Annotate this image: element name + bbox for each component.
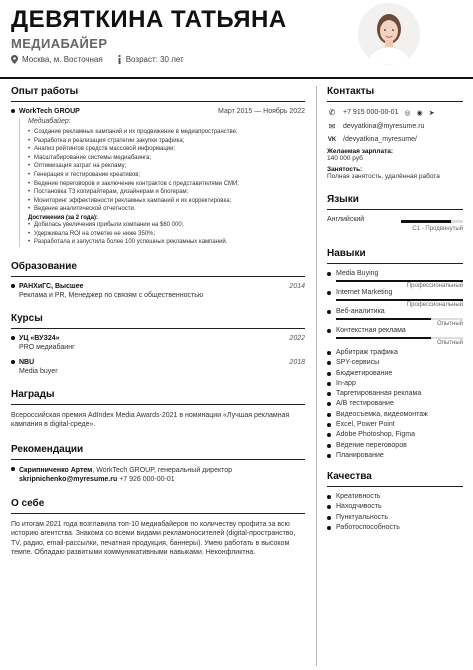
skill-bullet (327, 392, 331, 396)
skill-bullet (327, 413, 331, 417)
achievements-list (28, 221, 305, 247)
awards-title: Награды (11, 388, 55, 400)
list-item: • Разработала и запустила более 100 успешных рекламных кампаний. (28, 238, 305, 247)
timeline-dot (11, 284, 15, 288)
list-item: • Разработка и реализация стратегии закупки трафика; (28, 137, 305, 146)
skill-name: Планирование (336, 451, 384, 459)
recommender-name: Скрипниченко Артем (19, 466, 93, 474)
list-item: • Анализ рейтингов средств массовой информации; (28, 145, 305, 154)
qualities-section (327, 471, 463, 531)
education-year: 2014 (289, 282, 305, 290)
candidate-role: МЕДИАБАЙЕР (11, 36, 108, 51)
skill-level-fill (336, 337, 431, 339)
avatar (358, 3, 420, 65)
skill-bullet (327, 351, 331, 355)
education-institution: РАНХиГС, Высшее (19, 282, 84, 290)
list-item: • Оптимизация затрат на рекламу; (28, 162, 305, 171)
course-item (19, 359, 305, 366)
vk-text: /devyatkina_myresume/ (343, 136, 417, 143)
list-item: • Генерация и тестирование креативов; (28, 171, 305, 180)
whatsapp-icon: ◎ (404, 109, 411, 117)
skill-level-fill (336, 280, 463, 282)
experience-section (11, 86, 305, 247)
skill-bullet (327, 329, 331, 333)
skill-bullet (327, 310, 331, 314)
skill-name: Internet Marketing (336, 289, 393, 296)
skill-bullet (327, 423, 331, 427)
skill-item (327, 431, 463, 438)
telegram-icon: ➤ (428, 109, 435, 117)
age (117, 55, 184, 64)
courses-section (11, 313, 305, 375)
skill-name: Видеосъемка, видеомонтаж (336, 410, 428, 418)
column-divider (316, 86, 317, 666)
email-text: devyatkina@myresume.ru (343, 123, 425, 130)
skill-item (327, 411, 463, 418)
skill-item (327, 380, 463, 387)
contacts-title: Контакты (327, 86, 375, 97)
skills-section (327, 248, 463, 459)
skill-level-bar (336, 337, 463, 339)
section-rule (327, 486, 463, 487)
education-item (19, 283, 305, 290)
candidate-meta (11, 55, 184, 64)
duties-list (28, 128, 305, 214)
list-item: • Добилась увеличения прибыли компании на $60 000; (28, 221, 305, 230)
skill-bullet (327, 444, 331, 448)
skill-level-bar (336, 318, 463, 320)
salary-label: Желаемая зарплата: (327, 148, 394, 155)
skill-item (327, 390, 463, 397)
skill-bullet (327, 272, 331, 276)
skill-name: Контекстная реклама (336, 327, 406, 334)
about-section (11, 498, 305, 558)
recommender-detail: , WorkTech GROUP, генеральный директор (92, 466, 233, 474)
location (11, 55, 103, 64)
timeline-dot (11, 360, 15, 364)
course-field: Media buyer (19, 367, 58, 375)
section-rule (11, 276, 305, 277)
skill-level: Опытный (437, 321, 463, 327)
language-level-fill (401, 220, 451, 223)
job-role: Медиабайер: (28, 118, 71, 125)
job-body (19, 118, 305, 247)
languages-title: Языки (327, 194, 359, 205)
skills-title: Навыки (327, 248, 366, 259)
skill-level-bar (336, 280, 463, 282)
skill-level: Профессиональный (406, 302, 463, 308)
about-title: О себе (11, 497, 45, 509)
skill-level-fill (336, 299, 463, 301)
employment-label: Занятость: (327, 166, 363, 173)
skill-item (327, 514, 463, 521)
course-field: PRO медиабаинг (19, 343, 75, 351)
location-text: Москва, м. Восточная (22, 55, 103, 64)
skill-bullet (327, 454, 331, 458)
main-column (11, 86, 305, 568)
skill-bullet (327, 361, 331, 365)
skill-item (327, 349, 463, 356)
skill-item (327, 400, 463, 407)
list-item: • Масштабирование системы медиабаинга; (28, 154, 305, 163)
section-rule (11, 513, 305, 514)
job-period: Март 2015 — Ноябрь 2022 (218, 108, 305, 115)
skill-name: Таргетированная реклама (336, 390, 422, 398)
skill-name: Ведение переговоров (336, 441, 407, 449)
skill-item (327, 359, 463, 366)
skill-item (327, 270, 463, 277)
skill-level: Опытный (437, 340, 463, 346)
timeline-dot (11, 109, 15, 113)
section-rule (11, 328, 305, 329)
skill-bullet (327, 382, 331, 386)
education-title: Образование (11, 260, 77, 272)
skill-name: SPY-сервисы (336, 359, 380, 367)
salary-value: 140 000 руб (327, 155, 363, 162)
achievements-title: Достижения (за 2 года): (28, 214, 98, 221)
skill-level: Профессиональный (406, 283, 463, 289)
header-divider (0, 77, 473, 79)
skill-name: Adobe Photoshop, Figma (336, 431, 415, 439)
skill-name: Пунктуальность (336, 513, 388, 521)
list-item: • Ведение переговоров и заключение контрактов с представителями СМИ; (28, 180, 305, 189)
course-year: 2022 (289, 334, 305, 342)
info-icon (117, 55, 122, 64)
skill-name: In-app (336, 379, 356, 387)
job-company: WorkTech GROUP (19, 108, 80, 115)
job-header (19, 108, 305, 115)
candidate-name: ДЕВЯТКИНА ТАТЬЯНА (11, 6, 287, 33)
course-institution: УЦ «ВУЗ24» (19, 334, 60, 342)
skill-name: Excel, Power Point (336, 421, 395, 429)
list-item: • Создание рекламных кампаний и их продвижение в медиапространстве; (28, 128, 305, 137)
section-rule (327, 263, 463, 264)
course-year: 2018 (289, 358, 305, 366)
skill-bullet (327, 291, 331, 295)
section-rule (327, 209, 463, 210)
course-institution: NBU (19, 358, 35, 366)
contact-email[interactable] (327, 122, 463, 131)
phone-text: +7 915 000-00-01 (343, 109, 399, 116)
education-field: Реклама и PR, Менеджер по связям с общественностью (19, 291, 204, 299)
section-rule (11, 404, 305, 405)
contact-vk[interactable] (327, 136, 463, 143)
location-pin-icon (11, 55, 18, 64)
skill-name: Арбитраж трафика (336, 349, 398, 356)
skill-level-fill (336, 318, 431, 320)
viber-icon: ◉ (416, 109, 423, 117)
section-rule (11, 101, 305, 102)
education-section (11, 261, 305, 299)
skill-level-bar (336, 299, 463, 301)
phone-icon: ✆ (328, 108, 336, 117)
skill-item (327, 524, 463, 531)
experience-title: Опыт работы (11, 86, 79, 97)
portrait-image (358, 3, 420, 65)
skill-item (327, 493, 463, 500)
qualities-list (327, 493, 463, 531)
skill-name: Работоспособность (336, 523, 400, 531)
list-item: • Постановка ТЗ копирайтерам, дизайнерам и блогерам; (28, 188, 305, 197)
skill-bullet (327, 495, 331, 499)
courses-title: Курсы (11, 312, 43, 324)
skill-name: Веб-аналитика (336, 308, 385, 315)
vk-icon: VK (327, 136, 337, 143)
skill-item (327, 370, 463, 377)
list-item: • Удерживала ROI на отметке не ниже 350%; (28, 230, 305, 239)
awards-section (11, 389, 305, 430)
skill-name: Находчивость (336, 503, 382, 511)
skill-bullet (327, 433, 331, 437)
age-text: Возраст: 30 лет (125, 55, 184, 64)
about-text: По итогам 2021 года возглавила топ-10 медиабайеров по количеству профита за всю историю агентства. Знакома со всеми видами рекламоносителей (digital-пространство, TV, радио, email-рассылки, печатная продукция, баннеры). Умею работать в высоком темпе. Обладаю развитыми коммуникативными навыками. Неконфликтна. (11, 520, 296, 557)
language-name: Английский (327, 216, 365, 223)
skill-item (327, 421, 463, 428)
recommendations-section (11, 444, 305, 484)
skill-bullet (327, 505, 331, 509)
awards-text: Всероссийская премия AdIndex Media Awards-2021 в номинации «Лучшая рекламная кампания в digital-среде». (11, 411, 290, 429)
side-column (327, 86, 463, 541)
skill-item (327, 452, 463, 459)
course-item (19, 335, 305, 342)
rated-skills-list (327, 270, 463, 346)
languages-section (327, 194, 463, 238)
list-item: • Ведение аналитической отчетности. (28, 205, 305, 214)
timeline-dot (11, 336, 15, 340)
skill-item (327, 289, 463, 296)
skill-item (327, 327, 463, 334)
mail-icon: ✉ (328, 122, 336, 131)
skill-item (327, 503, 463, 510)
skill-item (327, 442, 463, 449)
list-item: • Мониторинг эффективности рекламных кампаний и их корректировка; (28, 197, 305, 206)
skill-bullet (327, 526, 331, 530)
timeline-dot (11, 467, 15, 471)
language-level-bar (401, 220, 463, 223)
skill-bullet (327, 372, 331, 376)
qualities-title: Качества (327, 470, 372, 482)
skill-name: A/B тестирование (336, 400, 394, 408)
language-level: C1 - Продвинутый (412, 226, 463, 232)
plain-skills-list (327, 349, 463, 459)
skill-bullet (327, 516, 331, 520)
skill-name: Креативность (336, 492, 381, 500)
contact-phone[interactable] (327, 108, 463, 117)
recommender-phone: +7 926 000-00-01 (117, 475, 175, 483)
language-item (327, 216, 463, 238)
section-rule (327, 101, 463, 102)
employment-value: Полная занятость, удалённая работа (327, 173, 440, 180)
section-rule (11, 459, 305, 460)
skill-item (327, 308, 463, 315)
skill-bullet (327, 402, 331, 406)
recommendation-item (19, 466, 305, 484)
contacts-section (327, 86, 463, 180)
skill-name: Media Buying (336, 270, 379, 277)
skill-name: Бюджетирование (336, 369, 393, 377)
recommendations-title: Рекомендации (11, 443, 84, 455)
resume-header (0, 0, 473, 78)
recommender-email[interactable]: skripnichenko@myresume.ru (19, 475, 118, 483)
